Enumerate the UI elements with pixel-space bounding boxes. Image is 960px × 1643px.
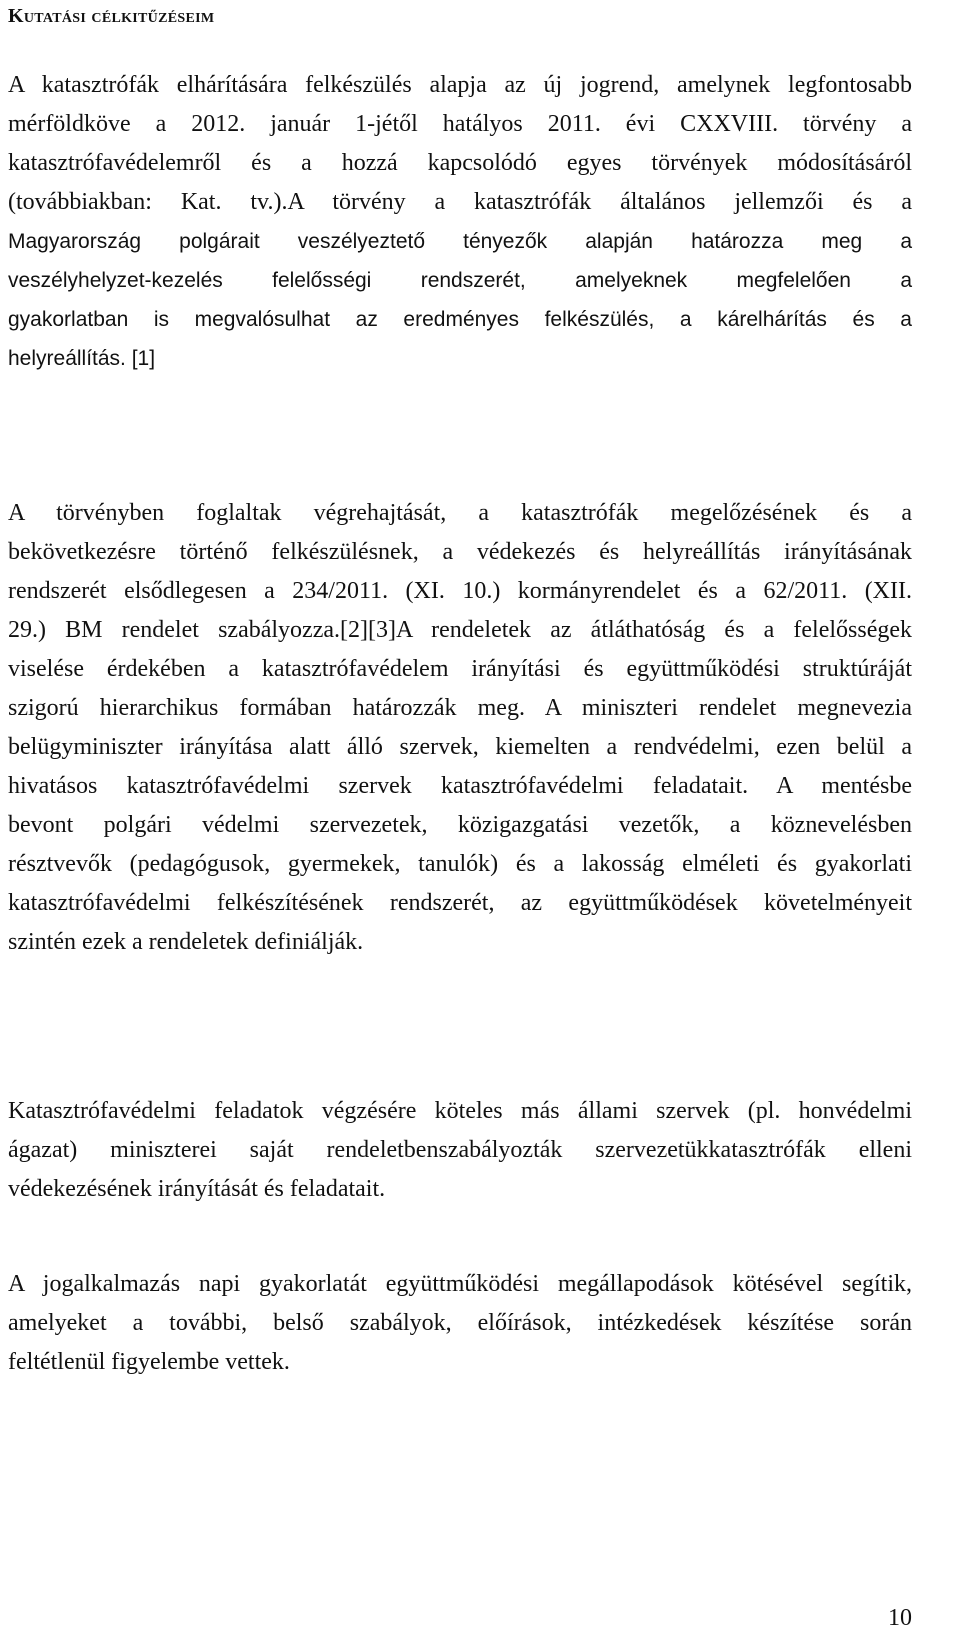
paragraph-line: 29.) BM rendelet szabályozza.[2][3]A rendeletek az átláthatóság és a felelősségek [8,617,912,643]
paragraph-line: amelyeket a további, belső szabályok, előírások, intézkedések készítése során [8,1310,912,1336]
paragraph-line: katasztrófavédelmi felkészítésének rendszerét, az együttműködések követelményeit [8,890,912,916]
section-heading: Kutatási célkitűzéseim [8,5,215,27]
paragraph-line: viselése érdekében a katasztrófavédelem irányítási és együttműködési struktúráját [8,656,912,682]
paragraph-line: belügyminiszter irányítása alatt álló szervek, kiemelten a rendvédelmi, ezen belül a [8,734,912,760]
paragraph-line: résztvevők (pedagógusok, gyermekek, tanulók) és a lakosság elméleti és gyakorlati [8,851,912,877]
paragraph-line: A törvényben foglaltak végrehajtását, a katasztrófák megelőzésének és a [8,500,912,526]
paragraph-line: védekezésének irányítását és feladatait. [8,1176,386,1202]
paragraph-line: hivatásos katasztrófavédelmi szervek katasztrófavédelmi feladatait. A mentésbe [8,773,912,799]
paragraph-line: Magyarország polgárait veszélyeztető tényezők alapján határozza meg a [8,230,912,253]
paragraph-line: rendszerét elsődlegesen a 234/2011. (XI. 10.) kormányrendelet és a 62/2011. (XII. [8,578,912,604]
paragraph-line: ágazat) miniszterei saját rendeletbenszabályozták szervezetükkatasztrófák elleni [8,1137,912,1163]
page-number: 10 [888,1605,912,1631]
paragraph-3 [8,1092,912,1209]
paragraph-line: helyreállítás. [1] [8,347,156,370]
paragraph-line: veszélyhelyzet-kezelés felelősségi rendszerét, amelyeknek megfelelően a [8,269,912,292]
paragraph-line: gyakorlatban is megvalósulhat az eredményes felkészülés, a kárelhárítás és a [8,308,912,331]
paragraph-2 [8,494,912,962]
paragraph-line: bekövetkezésre történő felkészülésnek, a védekezés és helyreállítás irányításának [8,539,912,565]
paragraph-line: A jogalkalmazás napi gyakorlatát együttműködési megállapodások kötésével segítik, [8,1271,912,1297]
paragraph-line: A katasztrófák elhárítására felkészülés alapja az új jogrend, amelynek legfontosabb [8,72,912,98]
paragraph-line: feltétlenül figyelembe vettek. [8,1349,290,1375]
paragraph-1 [8,66,912,378]
paragraph-line: szigorú hierarchikus formában határozzák meg. A miniszteri rendelet megnevezia [8,695,912,721]
paragraph-line: Katasztrófavédelmi feladatok végzésére köteles más állami szervek (pl. honvédelmi [8,1098,912,1124]
paragraph-line: katasztrófavédelemről és a hozzá kapcsolódó egyes törvények módosításáról [8,150,912,176]
paragraph-4 [8,1265,912,1382]
paragraph-line: bevont polgári védelmi szervezetek, közigazgatási vezetők, a köznevelésben [8,812,912,838]
paragraph-line: (továbbiakban: Kat. tv.).A törvény a katasztrófák általános jellemzői és a [8,189,912,215]
paragraph-line: szintén ezek a rendeletek definiálják. [8,929,364,955]
paragraph-line: mérföldköve a 2012. január 1-jétől hatályos 2011. évi CXXVIII. törvény a [8,111,912,137]
